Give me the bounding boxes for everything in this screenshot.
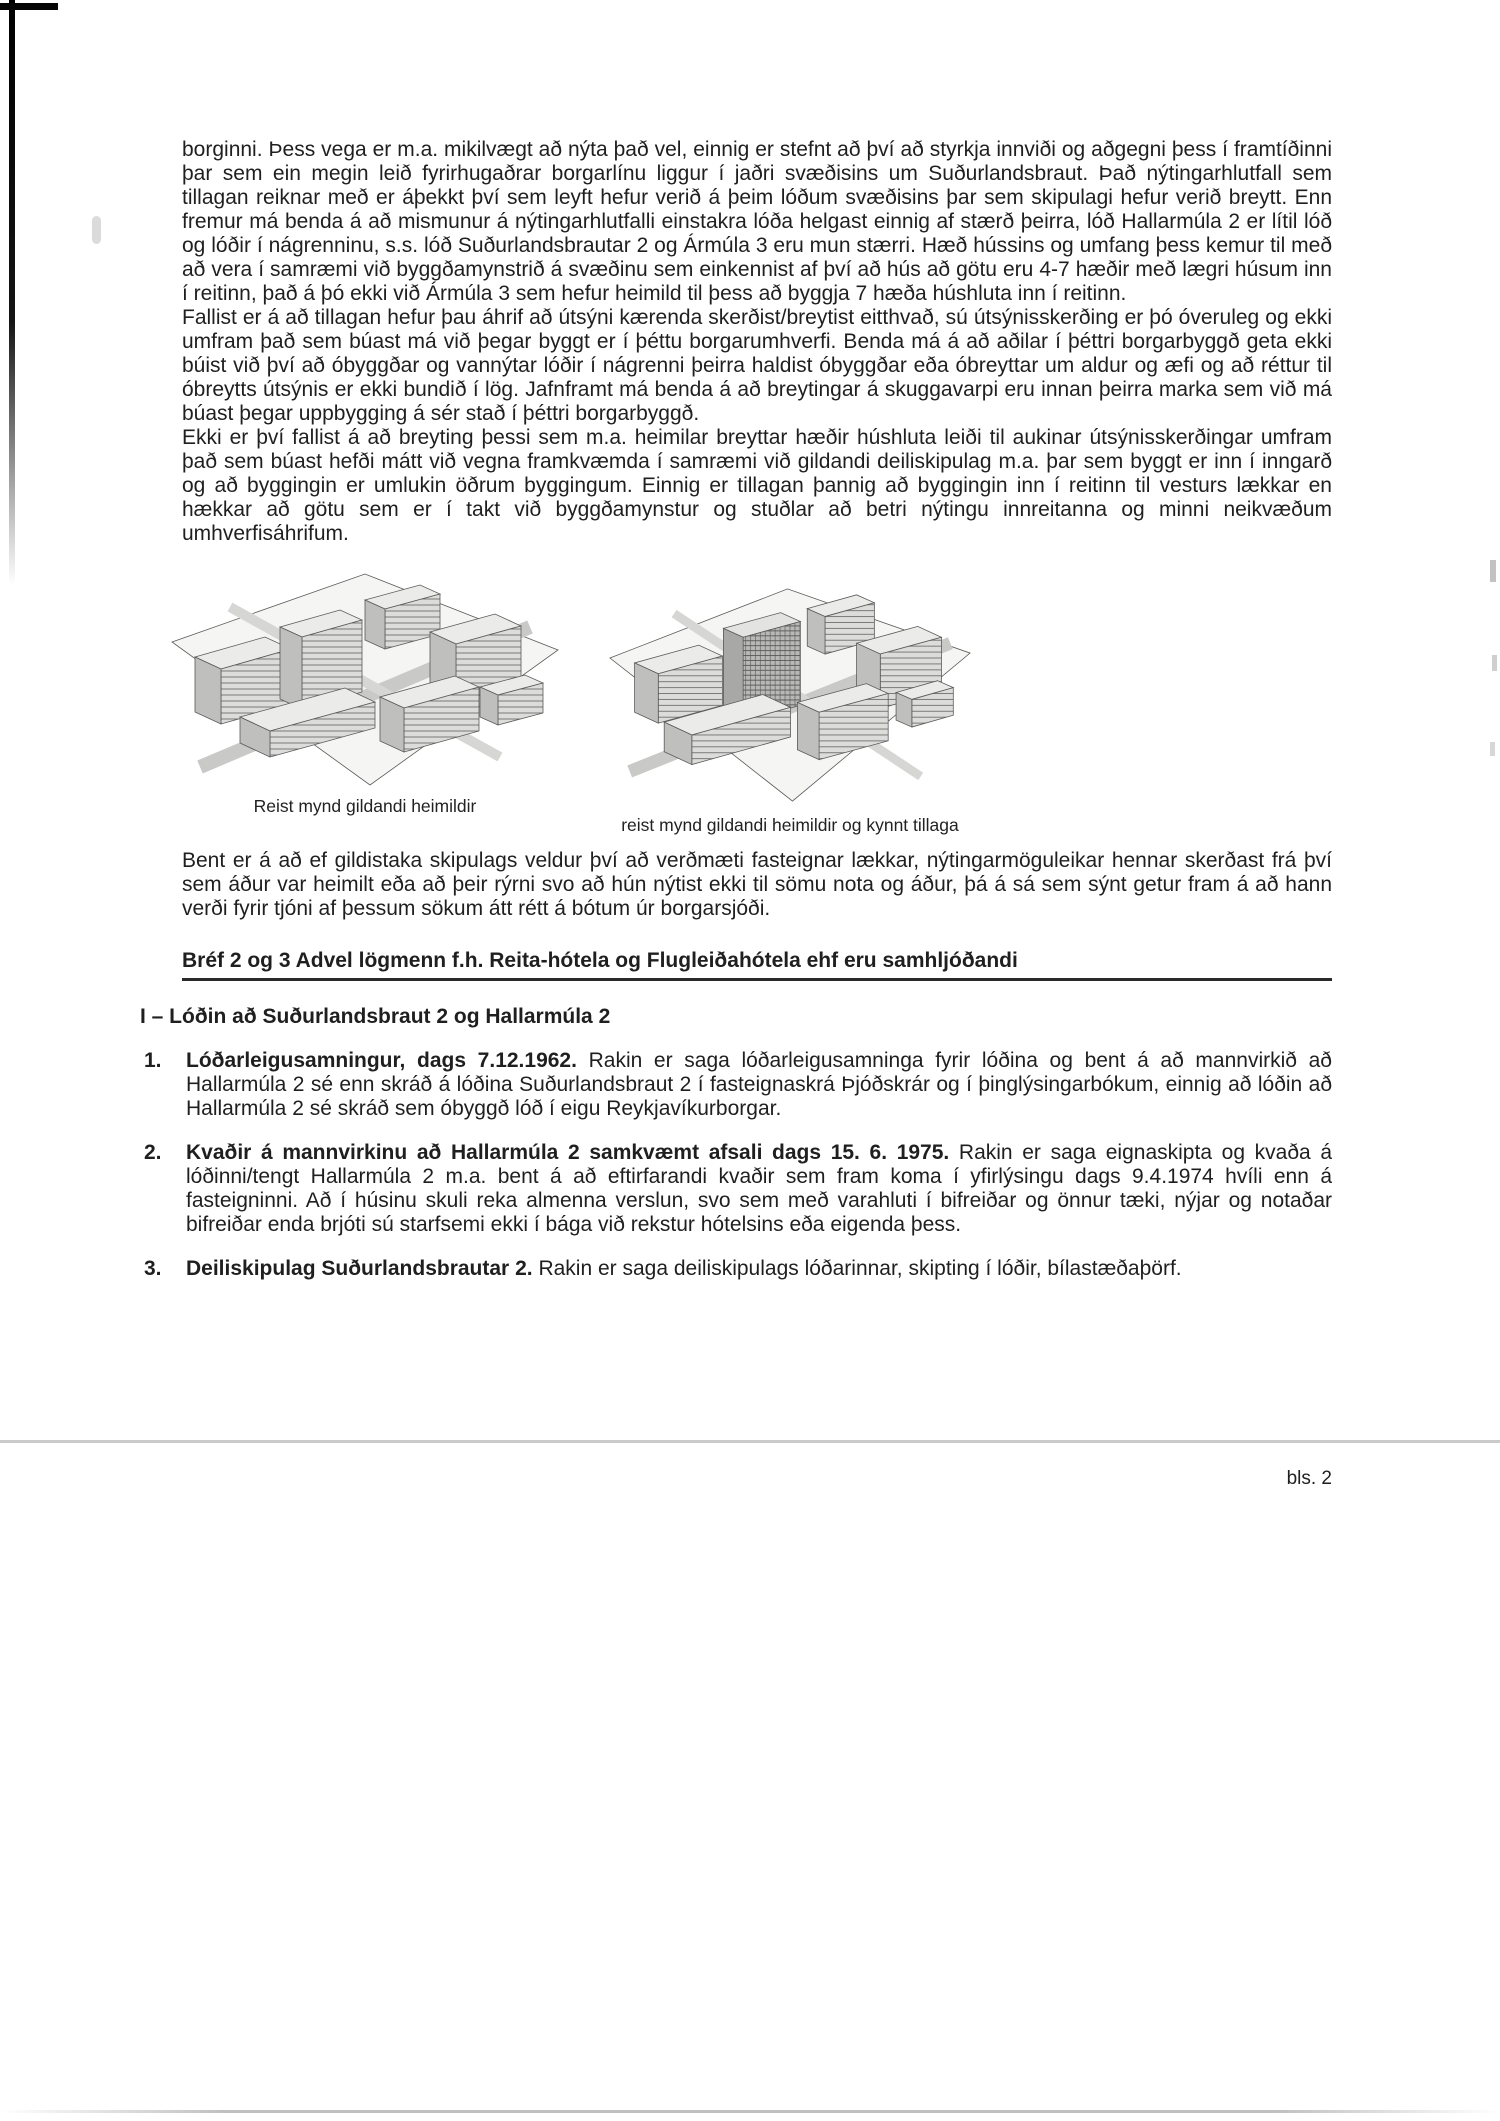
list-item-number: 1.: [144, 1049, 162, 1072]
scan-edge-mark: [1492, 655, 1497, 671]
scan-edge-artifact: [9, 0, 15, 585]
list-item-text: Rakin er saga eignaskipta og kvaða á lóðinni/tengt Hallarmúla 2 m.a. bent á að eftirfarandi kvaðir sem fram koma í yfirlýsingu dags 9.4.1974 hvíli enn á fasteigninni. Að í húsinu skuli reka almenna verslun, svo sem með varahluti í bifreiðar og önnur tæki, nýjar og notaðar bifreiðar enda brjóti sú starfsemi ekki í bága við rekstur hótelsins eða eigenda þess.: [186, 1141, 1333, 1236]
page-number: bls. 2: [1286, 1468, 1332, 1489]
axonometric-rendering-proposed: [605, 584, 975, 835]
section-heading: Bréf 2 og 3 Advel lögmenn f.h. Reita-hótela og Flugleiðahótela ehf eru samhljóðandi: [182, 949, 1332, 981]
horizontal-divider: [0, 1440, 1500, 1443]
list-item-text: Rakin er saga deiliskipulags lóðarinnar, skipting í lóðir, bílastæðaþörf.: [538, 1257, 1182, 1280]
list-item: [140, 1049, 1332, 1121]
axonometric-drawing-left-image: [170, 572, 560, 787]
list-item-number: 2.: [144, 1141, 162, 1164]
list-item: [140, 1141, 1332, 1237]
list-item-title: Deiliskipulag Suðurlandsbrautar 2.: [186, 1257, 533, 1280]
figure-row: [170, 572, 1332, 835]
figure-caption-right: reist mynd gildandi heimildir og kynnt tillaga: [621, 815, 959, 835]
scan-corner-artifact: [0, 3, 58, 10]
list-item-number: 3.: [144, 1257, 162, 1280]
scan-edge-mark: [1490, 742, 1495, 756]
figure-caption-left: Reist mynd gildandi heimildir: [253, 796, 477, 816]
scan-bottom-edge: [0, 2110, 1500, 2113]
axonometric-drawing-right-image: [605, 584, 975, 806]
axonometric-rendering-existing: [170, 572, 560, 816]
paragraph-conclusion: Ekki er því fallist á að breyting þessi sem m.a. heimilar breyttar hæðir húshluta leiði til aukinar útsýnisskerðingar umfram það sem búast hefði mátt við vegna framkvæmda í samræmi við gildandi deiliskipulag m.a. þar sem byggt er inn í inngarð og að byggingin er umlukin öðrum byggingum. Einnig er tillagan þannig að byggingin inn í reitinn til vesturs lækkar en hækkar að götu sem er í takt við byggðamynstur og stuðlar að betri nýtingu innreitanna og minni neikvæðum umhverfisáhrifum.: [182, 426, 1332, 545]
list-item-text: Rakin er saga lóðarleigusamninga fyrir lóðina og bent á að mannvirkið að Hallarmúla 2 sé enn skráð á lóðina Suðurlandsbraut 2 í fasteignaskrá Þjóðskrár og í þinglýsingarbókum, einnig að lóðin að Hallarmúla 2 sé skráð sem óbyggð lóð í eigu Reykjavíkurborgar.: [186, 1049, 1332, 1120]
numbered-list: [140, 1049, 1332, 1281]
document-body: [140, 138, 1332, 1281]
paragraph-compensation: Bent er á að ef gildistaka skipulags veldur því að verðmæti fasteignar lækkar, nýtingarmöguleikar hennar skerðast frá því sem áður var heimilt eða að þeir rýrni svo að hún nýtist ekki til sömu nota og áður, þá á sá sem sýnt getur fram á að hann verði fyrir tjóni af þessum sökum átt rétt á bótum úr borgarsjóði.: [182, 849, 1332, 920]
subsection-heading: I – Lóðin að Suðurlandsbraut 2 og Hallarmúla 2: [140, 1005, 611, 1028]
scan-edge-mark: [1490, 560, 1496, 582]
list-item-title: Lóðarleigusamningur, dags 7.12.1962.: [186, 1049, 577, 1072]
paragraph-continuation: borginni. Þess vega er m.a. mikilvægt að nýta það vel, einnig er stefnt að því að styrkja innviði og aðgegni þess í framtíðinni þar sem ein megin leið fyrirhugaðrar borgarlínu liggur í jaðri svæðisins um Suðurlandsbraut. Það nýtingarhlutfall sem tillagan reiknar með er áþekkt því sem leyft hefur verið á þeim lóðum svæðisins þar sem skipulagi hefur verið breytt. Enn fremur má benda á að mismunur á nýtingarhlutfalli einstakra lóða helgast einnig af stærð þeirra, lóð Hallarmúla 2 er lítil lóð og lóðir í nágrenninu, s.s. lóð Suðurlandsbrautar 2 og Ármúla 3 eru mun stærri. Hæð hússins og umfang þess kemur til með að vera í samræmi við byggðamynstrið á svæðinu sem einkennist af því að hús að götu eru 4-7 hæðir með lægri húsum inn í reitinn, það á þó ekki við Ármúla 3 sem hefur heimild til þess að byggja 7 hæða húshluta inn í reitinn.: [182, 138, 1332, 305]
scan-smudge: [92, 216, 101, 244]
list-item-title: Kvaðir á mannvirkinu að Hallarmúla 2 samkvæmt afsali dags 15. 6. 1975.: [186, 1141, 950, 1164]
list-item: [140, 1257, 1332, 1281]
paragraph-view-impact: Fallist er á að tillagan hefur þau áhrif að útsýni kærenda skerðist/breytist eitthvað, sú útsýnisskerðing er þó óveruleg og ekki umfram það sem búast má við þegar byggt er í þéttu borgarumhverfi. Benda má á að aðilar í þéttri borgarbyggð geta ekki búist við því að óbyggðar og vannýtar lóðir í nágrenni þeirra haldist óbyggðar eða óbreyttar um aldur og æfi og að réttur til óbreytts útsýnis er ekki bundið í lög. Jafnframt má benda á að breytingar á skuggavarpi eru innan þeirra marka sem við má búast þegar uppbygging á sér stað í þéttri borgarbyggð.: [182, 306, 1332, 425]
